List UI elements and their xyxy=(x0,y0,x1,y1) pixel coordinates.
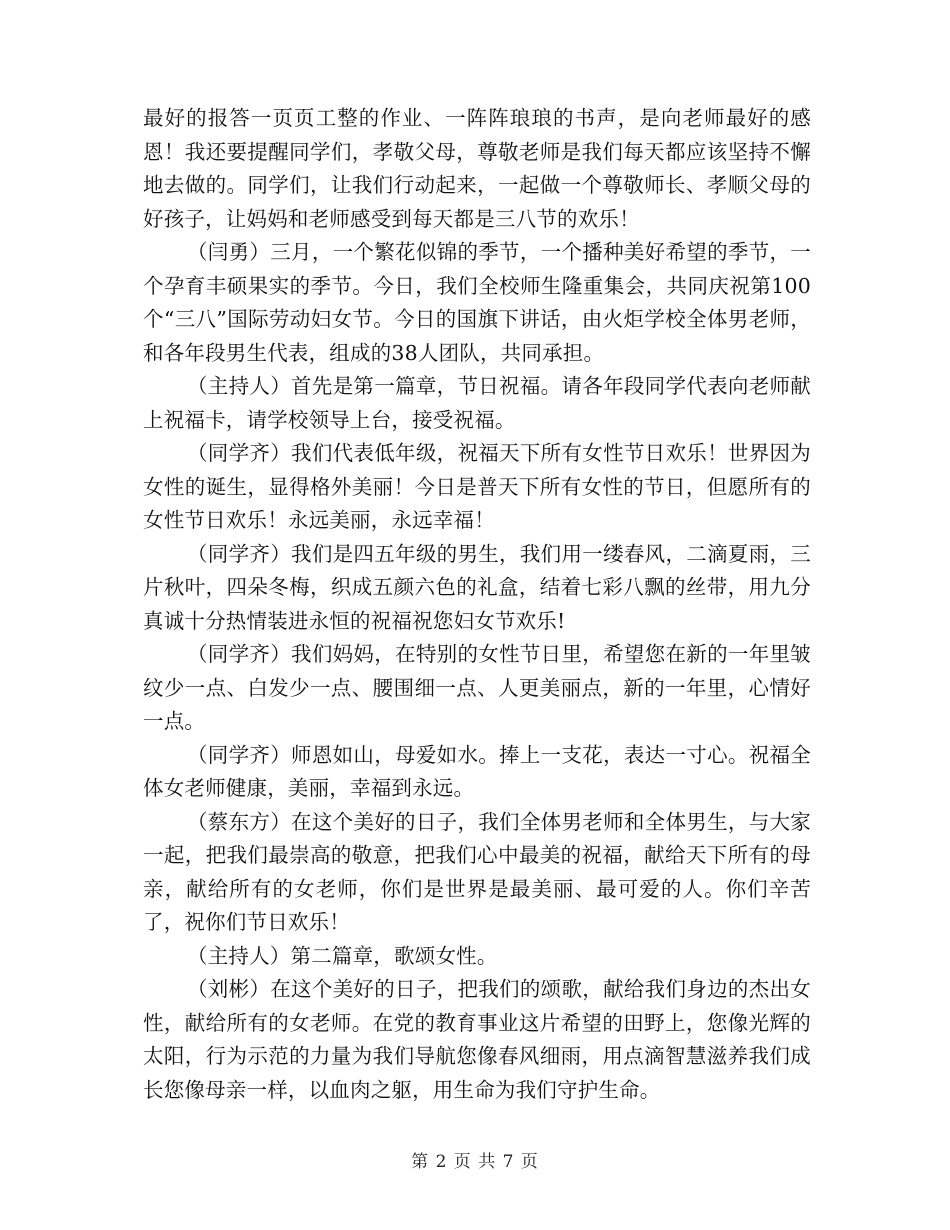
paragraph-students-teachers: （同学齐）师恩如山，母爱如水。捧上一支花，表达一寸心。祝福全体女老师健康，美丽，幸福到永远。 xyxy=(143,742,811,800)
paragraph-continuation: 最好的报答一页页工整的作业、一阵阵琅琅的书声，是向老师最好的感恩！我还要提醒同学们，孝敬父母，尊敬老师是我们每天都应该坚持不懈地去做的。同学们，让我们行动起来，一起做一个尊敬师长、孝顺父母的好孩子，让妈妈和老师感受到每天都是三八节的欢乐！ xyxy=(143,106,811,231)
document-body xyxy=(143,102,811,1107)
paragraph-students-grade-four-five: （同学齐）我们是四五年级的男生，我们用一缕春风，二滴夏雨，三片秋叶，四朵冬梅，织成五颜六色的礼盒，结着七彩八飘的丝带，用九分真诚十分热情装进永恒的祝福祝您妇女节欢乐! xyxy=(143,541,811,633)
paragraph-liu-bin: （刘彬）在这个美好的日子，把我们的颂歌，献给我们身边的杰出女性，献给所有的女老师。在党的教育事业这片希望的田野上，您像光辉的太阳，行为示范的力量为我们导航您像春风细雨，用点滴智慧滋养我们成长您像母亲一样，以血肉之躯，用生命为我们守护生命。 xyxy=(143,977,811,1102)
paragraph-students-mothers: （同学齐）我们妈妈，在特别的女性节日里，希望您在新的一年里皱纹少一点、白发少一点、腰围细一点、人更美丽点，新的一年里，心情好一点。 xyxy=(143,642,811,733)
paragraph-yan-yong: （闫勇）三月，一个繁花似锦的季节，一个播种美好希望的季节，一个孕育丰硕果实的季节。今日，我们全校师生隆重集会，共同庆祝第100个“三八”国际劳动妇女节。今日的国旗下讲话，由火炬学校全体男老师，和各年段男生代表，组成的38人团队，共同承担。 xyxy=(143,240,811,365)
paragraph-host-chapter-two: （主持人）第二篇章，歌颂女性。 xyxy=(187,943,498,968)
paragraph-host-chapter-one: （主持人）首先是第一篇章，节日祝福。请各年段同学代表向老师献上祝福卡，请学校领导上台，接受祝福。 xyxy=(143,374,811,432)
paragraph-cai-dongfang: （蔡东方）在这个美好的日子，我们全体男老师和全体男生，与大家一起，把我们最崇高的敬意，把我们心中最美的祝福，献给天下所有的母亲，献给所有的女老师，你们是世界是最美丽、最可爱的人。你们辛苦了，祝你们节日欢乐！ xyxy=(143,809,811,934)
page-number-footer: 第 2 页 共 7 页 xyxy=(411,1152,539,1172)
paragraph-students-lower-grade: （同学齐）我们代表低年级，祝福天下所有女性节日欢乐！世界因为女性的诞生，显得格外美丽！今日是普天下所有女性的节日，但愿所有的女性节日欢乐！永远美丽，永远幸福！ xyxy=(143,441,811,532)
